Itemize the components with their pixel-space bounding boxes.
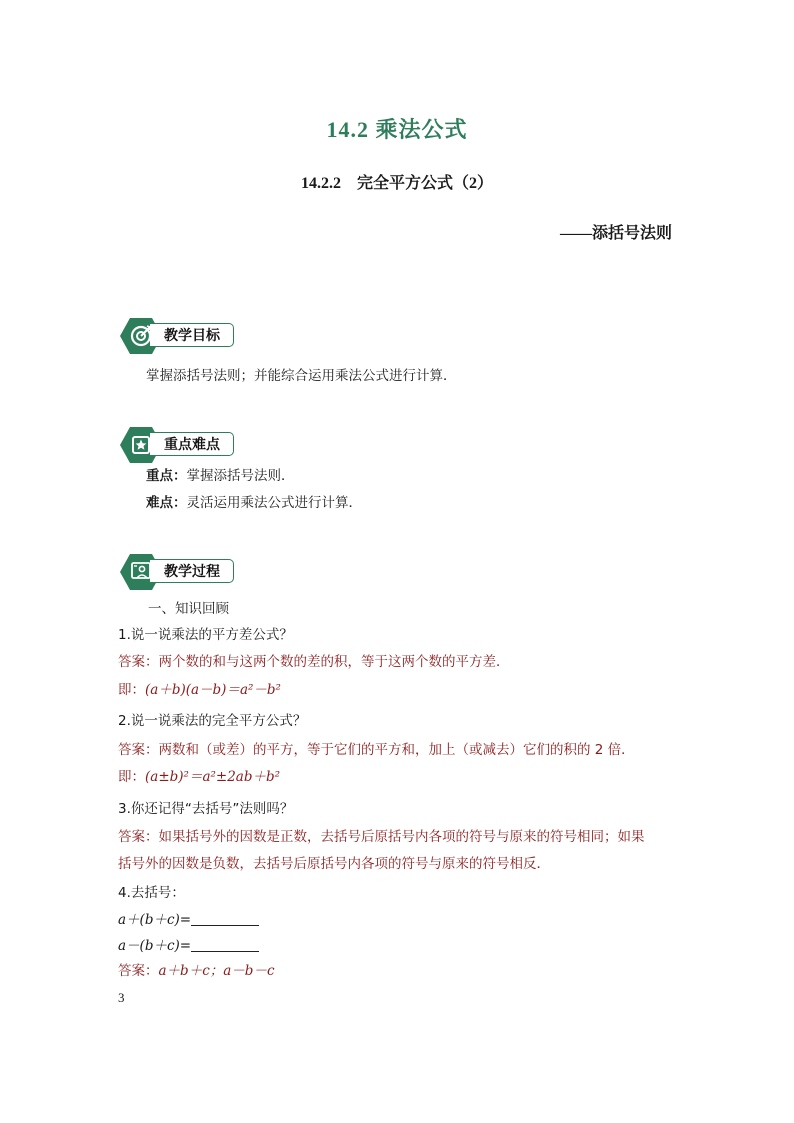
process-badge	[120, 554, 240, 590]
section-heading: 一、知识回顾	[148, 601, 229, 617]
hard-label: 难点：	[146, 495, 187, 511]
page-number: 3	[118, 990, 125, 1005]
key-label: 重点：	[146, 468, 187, 484]
hard-text: 灵活运用乘法公式进行计算．	[186, 495, 362, 511]
difficult-point-line	[146, 494, 362, 512]
answer-blank-1	[191, 911, 259, 926]
lesson-subtitle: 14.2.2 完全平方公式（2）	[300, 175, 493, 192]
answer-1: 答案：两个数的和与这两个数的差的积，等于这两个数的平方差．	[118, 654, 510, 670]
answer-3-line-1: 答案：如果括号外的因数是正数，去括号后原括号内各项的符号与原来的符号相同；如果	[118, 829, 645, 845]
formula-1: (a＋b)(a－b)＝a²－b²	[145, 682, 281, 698]
question-3: 3.你还记得“去括号”法则吗？	[118, 801, 294, 817]
formula-2-line	[118, 768, 280, 786]
question-4: 4.去括号：	[118, 885, 185, 901]
answer-blank-2	[191, 937, 259, 952]
answer-3-line-2: 括号外的因数是负数，去括号后原括号内各项的符号与原来的符号相反．	[118, 856, 550, 872]
answer-4-line	[118, 962, 275, 980]
answer-2: 答案：两数和（或差）的平方，等于它们的平方和，加上（或减去）它们的积的 2 倍．	[118, 742, 635, 758]
goals-label: 教学目标	[150, 323, 234, 347]
exercise-1-expr: a＋(b＋c)=	[118, 912, 192, 928]
exercise-2	[118, 937, 259, 955]
key-text: 掌握添括号法则．	[186, 468, 295, 484]
answer-4-prefix: 答案：	[118, 963, 159, 979]
document-title: 14.2 乘法公式	[326, 117, 468, 142]
formula-1-prefix: 即：	[118, 682, 145, 698]
exercise-1	[118, 911, 259, 929]
formula-1-line	[118, 681, 281, 699]
formula-2: (a±b)²＝a²±2ab＋b²	[145, 769, 281, 785]
answer-4: a＋b＋c；a－b－c	[158, 963, 275, 979]
goals-text: 掌握添括号法则；并能综合运用乘法公式进行计算．	[146, 368, 457, 384]
question-2: 2.说一说乘法的完全平方公式？	[118, 713, 307, 729]
key-points-label: 重点难点	[150, 432, 234, 456]
key-point-line	[146, 467, 295, 485]
formula-2-prefix: 即：	[118, 769, 145, 785]
exercise-2-expr: a－(b＋c)=	[118, 938, 192, 954]
key-points-badge	[120, 427, 240, 463]
goals-badge	[120, 318, 240, 354]
lesson-topic: ——添括号法则	[559, 225, 672, 242]
question-1: 1.说一说乘法的平方差公式？	[118, 627, 293, 643]
process-label: 教学过程	[150, 559, 234, 583]
